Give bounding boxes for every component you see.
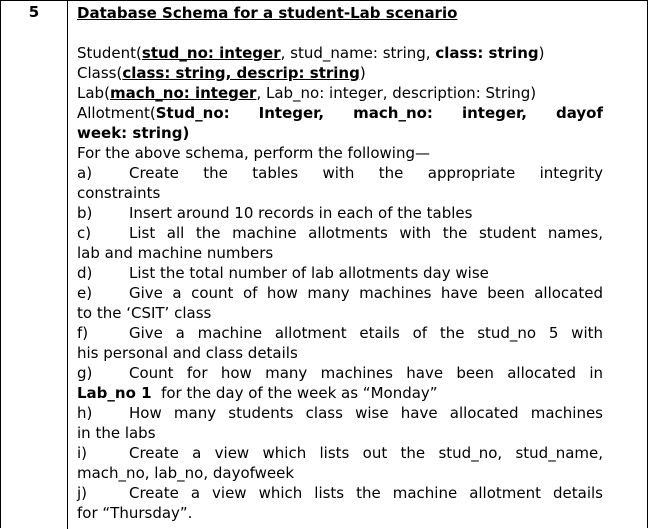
student-class-attr: class: string [435,44,539,62]
task-text-cont: lab and machine numbers [77,244,274,262]
task-text: List all the machine allotments with the student names, [129,224,603,242]
task-label: j) [77,484,88,502]
task-text: List the total number of lab allotments day wise [129,264,489,282]
task-label: h) [77,404,93,422]
task-text-cont: his personal and class details [77,344,298,362]
lab-key: mach_no: integer [109,84,257,102]
task-item [77,443,603,483]
task-item [77,403,603,443]
question-content [77,3,603,523]
task-item [77,363,603,403]
task-item [77,163,603,203]
task-text-cont: in the labs [77,424,156,442]
task-item [77,483,603,523]
task-text-cont: for “Thursday”. [77,504,193,522]
task-text: Give a count of how many machines have been allocated [129,284,603,302]
task-item [77,323,603,363]
schema-student: Student(stud_no: integer, stud_name: string, class: string) [77,44,545,62]
task-text: Create the tables with the appropriate integrity [129,164,603,182]
class-key: class: string, descrip: string [122,64,360,82]
task-list [77,163,603,523]
task-label: b) [77,204,93,222]
task-text-cont: for the day of the week as “Monday” [151,384,438,402]
task-item [77,263,603,283]
task-text: Give a machine allotment etails of the stud_no 5 with [129,324,603,342]
task-label: g) [77,364,93,382]
task-item [77,203,603,223]
task-text: Create a view which lists the machine allotment details [129,484,603,502]
task-text: Count for how many machines have been allocated in [129,364,603,382]
task-label: e) [77,284,93,302]
task-item [77,223,603,263]
task-text: Create a view which lists out the stud_no, stud_name, [129,444,603,462]
task-text-cont: to the ‘CSIT’ class [77,304,212,322]
task-text: Insert around 10 records in each of the tables [129,204,473,222]
question-number: 5 [28,3,40,21]
task-text-bold: Lab_no 1 [77,384,152,402]
instructions-intro: For the above schema, perform the following— [77,144,430,162]
task-text-cont: constraints [77,184,161,202]
task-text-cont: mach_no, lab_no, dayofweek [77,464,295,482]
task-label: i) [77,444,88,462]
task-text: How many students class wise have allocated machines [129,404,603,422]
student-key: stud_no: integer [141,44,281,62]
schema-allotment-cont: week: string) [77,124,190,142]
task-label: c) [77,224,92,242]
schema-allotment: Allotment(Stud_no: Integer, mach_no: integer, dayof [77,104,603,122]
task-label: d) [77,264,93,282]
schema-class: Class(class: string, descrip: string) [77,64,366,82]
column-divider [67,1,68,529]
task-label: f) [77,324,89,342]
task-item [77,283,603,323]
question-title: Database Schema for a student-Lab scenario [77,4,458,22]
schema-lab: Lab(mach_no: integer, Lab_no: integer, description: String) [77,84,537,102]
task-label: a) [77,164,93,182]
